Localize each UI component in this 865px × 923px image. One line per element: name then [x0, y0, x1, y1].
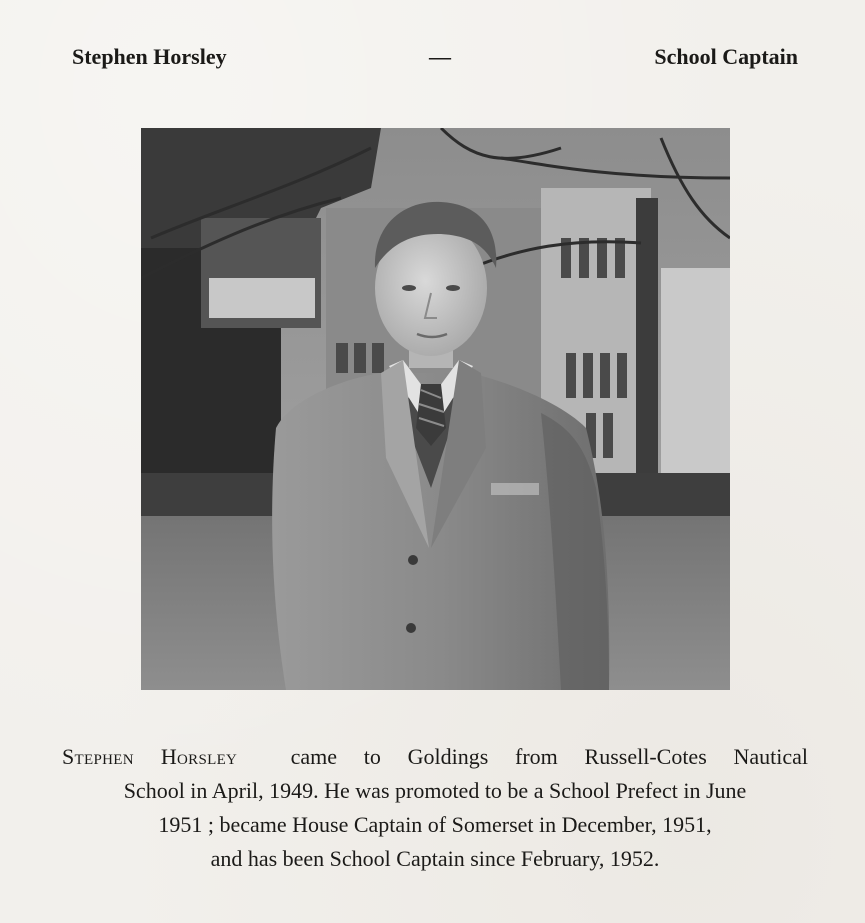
- caption-line-2: School in April, 1949. He was promoted to be a School Prefect in June: [123, 778, 747, 803]
- caption-line-4: and has been School Captain since February, 1952.: [210, 846, 660, 871]
- portrait-photo-drawing: [141, 128, 730, 690]
- page-header: [72, 44, 798, 74]
- caption-line-1-text: came to Goldings from Russell-Cotes Nautical: [290, 744, 808, 769]
- header-title: School Captain: [654, 44, 798, 69]
- portrait-photo: [141, 128, 730, 690]
- caption-name: Stephen Horsley: [62, 744, 238, 769]
- header-name: Stephen Horsley: [72, 44, 227, 69]
- caption-line-1: [62, 740, 808, 774]
- caption-line-3: 1951 ; became House Captain of Somerset in December, 1951,: [158, 812, 712, 837]
- header-dash: —: [429, 44, 451, 69]
- photo-caption: [62, 740, 808, 876]
